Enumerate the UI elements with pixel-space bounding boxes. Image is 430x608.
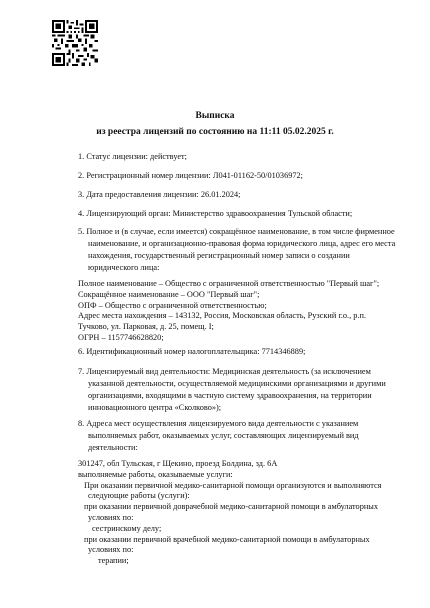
works-line: условиях по: (88, 545, 134, 555)
list-item (78, 346, 398, 358)
works-line: следующие работы (услуги): (88, 491, 190, 501)
item-text: Лицензируемый вид деятельности: Медицинская деятельность (за исключением указанной деятельности, осуществляемой медицинскими организациями и другими организациями, входящими в частную систему здравоохранения, на территории инновационного центра «Сколково»); (86, 367, 386, 412)
item-number: 5. (78, 227, 85, 236)
qr-code (52, 20, 98, 66)
works-label: выполняемые работы, оказываемые услуги: (78, 469, 233, 479)
item-number: 4. (78, 209, 85, 218)
list-item (78, 208, 398, 220)
item-text: Регистрационный номер лицензии: Л041-01162-50/01036972; (86, 171, 303, 180)
org-address-cont: Тучково, ул. Парковая, д. 25, помещ. I; (78, 322, 214, 332)
works-line: При оказании первичной медико-санитарной помощи организуются и выполняются (84, 480, 382, 490)
item-text: Статус лицензии: действует; (86, 152, 187, 161)
list-item (78, 226, 398, 274)
works-line: терапии; (98, 556, 129, 566)
item-text: Лицензирующий орган: Министерство здравоохранения Тульской области; (86, 209, 353, 218)
item-number: 1. (78, 152, 85, 161)
item-number: 7. (78, 367, 85, 376)
item-text: Адреса мест осуществления лицензируемого вида деятельности с указанием выполняемых работ, оказываемых услуг, составляющих лицензируемый вид деятельности: (86, 419, 359, 452)
item-text: Дата предоставления лицензии: 26.01.2024; (86, 190, 241, 199)
org-legal-form: ОПФ – Общество с ограниченной ответственностью; (78, 300, 267, 310)
org-details (78, 279, 398, 344)
list-item (78, 418, 398, 454)
list-item (78, 366, 398, 414)
item-number: 3. (78, 190, 85, 199)
item-number: 2. (78, 171, 85, 180)
item-number: 8. (78, 419, 85, 428)
document-subtitle: из реестра лицензий по состоянию на 11:11 05.02.2025 г. (96, 127, 334, 137)
works-line: условиях по: (88, 512, 134, 522)
list-item (78, 170, 398, 182)
activity-address: 301247, обл Тульская, г Щекино, проезд Болдина, зд. 6А (78, 459, 278, 468)
item-text: Полное и (в случае, если имеется) сокращённое наименование, в том числе фирменное наименование, и организационно-правовая форма юридического лица, адрес его места нахождения, государственный регистрационный номер записи о создании юридического лица: (86, 227, 396, 272)
item-text: Идентификационный номер налогоплательщика: 7714346889; (86, 347, 306, 356)
org-full-name: Полное наименование – Общество с ограниченной ответственностью "Первый шаг"; (78, 279, 380, 288)
works-line: при оказании первичной доврачебной медико-санитарной помощи в амбулаторных (84, 502, 379, 512)
list-item (78, 151, 398, 163)
list-item (78, 189, 398, 201)
document-title: Выписка (195, 111, 235, 121)
item-number: 6. (78, 347, 85, 356)
activity-address-block (78, 459, 398, 567)
works-line: сестринскому делу; (92, 523, 162, 533)
works-line: при оказании первичной врачебной медико-санитарной помощи в амбулаторных (84, 534, 370, 544)
org-ogrn: ОГРН – 1157746628820; (78, 332, 164, 342)
org-short-name: Сокращённое наименование – ООО "Первый шаг"; (78, 289, 260, 299)
org-address: Адрес места нахождения – 143132, Россия, Московская область, Рузский г.о., р.п. (78, 311, 366, 321)
